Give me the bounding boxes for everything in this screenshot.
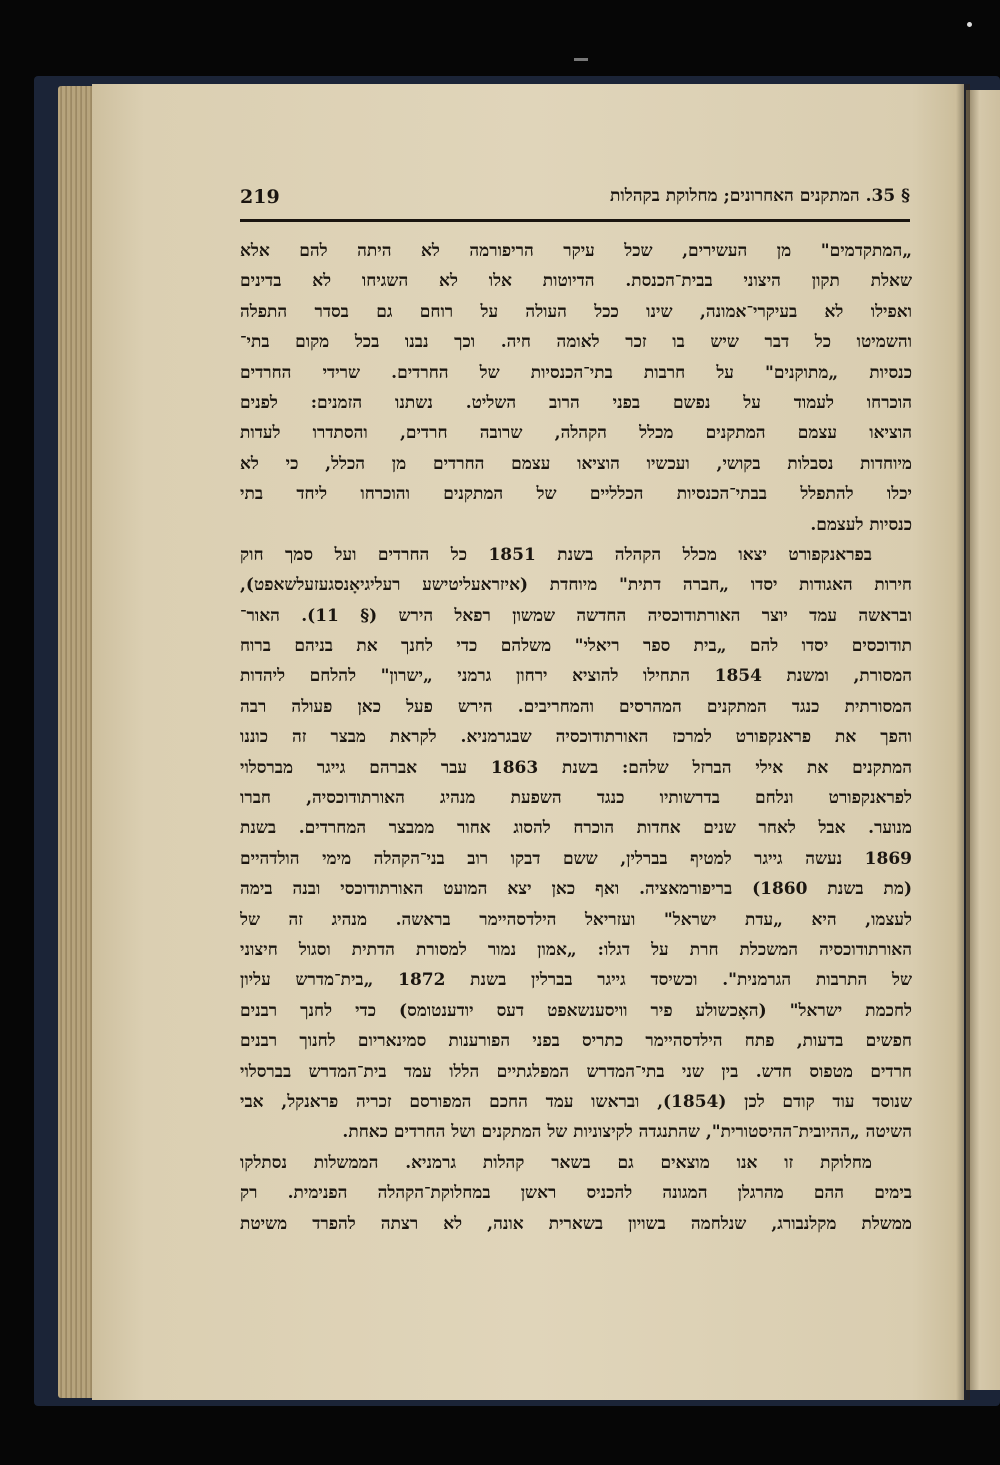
scan-mark: [574, 58, 588, 61]
text-line: ואפילו לא בעיקרי־אמונה, שינו ככל העולה על רוחם גם בסדר התפלה: [240, 301, 912, 322]
text-line: שנוסד עוד קודם לכן (1854), ובראשו עמד החכם המפורסם זכריה פראנקל, אבי: [240, 1091, 912, 1112]
text-line: שאלת תקון היצוני בבית־הכנסת. הדיוטות אלו לא השגיחו לא בדינים: [240, 271, 912, 292]
text-line: והשמיטו כל דבר שיש בו זכר לאומה חיה. וכך נבנו בכל מקום בתי־: [240, 332, 912, 353]
body-text: [240, 236, 912, 1239]
gutter-shadow: [956, 84, 970, 1400]
text-line: של התרבות הגרמנית". וכשיסד גייגר בברלין בשנת 1872 „בית־מדרש עליון: [240, 970, 912, 991]
page-number: 219: [240, 186, 280, 208]
facing-page-edge: [966, 90, 1000, 1390]
text-line: יכלו להתפלל בבתי־הכנסיות הכלליים של המתקנים והוכרחו ליחד בתי: [240, 484, 912, 505]
header-rule: [240, 219, 910, 222]
text-line: ובראשה עמד יוצר האורתודוכסיה החדשה שמשון רפאל הירש (§ 11). האור־: [240, 605, 912, 626]
text-line: מיוחדות נסבלות בקושי, ועכשיו הוציאו עצמם החרדים מן הכלל, כי לא: [240, 453, 912, 474]
text-line: חירות האגודות יסדו „חברה דתית" מיוחדת (איזראעליטישע רעליגיאָנסגעזעלשאפט),: [240, 575, 912, 596]
text-line: לחכמת ישראל" (האָכשולע פיר וויסענשאפט דעס יודענטומס) כדי לחנך רבנים: [240, 1000, 912, 1021]
text-line: האורתודוכסיה המשכלת חרת על דגלו: „אמון נמור למסורת הדתית וסגול חיצוני: [240, 939, 912, 960]
text-line: השיטה „ההיובית־ההיסטורית", שהתנגדה לקיצוניות של המתקנים ושל החרדים כאחת.: [342, 1122, 912, 1143]
text-line: הוכרחו לעמוד על נפשם בפני הרוב השליט. נשתנו הזמנים: לפנים: [240, 392, 912, 413]
text-line: בפראנקפורט יצאו מכלל הקהלה בשנת 1851 כל החרדים ועל סמך חוק: [240, 544, 872, 565]
text-line: והפך את פראנקפורט למרכז האורתודוכסיה שבגרמניא. לקראת מבצר זה כוננו: [240, 727, 912, 748]
text-line: ממשלת מקלנבורג, שנלחמה בשויון בשארית אונה, לא רצתה להפרד משיטת: [240, 1213, 912, 1234]
text-line: 1869 נעשה גייגר למטיף בברלין, ששם דבקו רוב בני־הקהלה מימי הולדהיים: [240, 848, 912, 869]
text-line: כנסיות „מתוקנים" על חרבות בתי־הכנסיות של החרדים. שרידי החרדים: [240, 362, 912, 383]
text-line: „המתקדמים" מן העשירים, שכל עיקר הריפורמה לא היתה להם אלא: [240, 241, 912, 261]
text-line: לעצמו, היא „עדת ישראל" ועזריאל הילדסהיימר בראשה. מנהיג זה של: [240, 909, 912, 930]
text-line: חרדים מטפוס חדש. בין שני בתי־המדרש המפלגתיים הללו עמד בית־המדרש בברסלוי: [240, 1061, 912, 1082]
page-header: [240, 186, 910, 216]
text-line: הוציאו עצמם המתקנים מכלל הקהלה, שרובה חרדים, והסתדרו לעדות: [240, 423, 912, 444]
text-line: מחלוקת זו אנו מוצאים גם בשאר קהלות גרמניא. הממשלות נסתלקו: [240, 1152, 872, 1173]
text-line: תודוכסים יסדו להם „בית ספר ריאלי" משלהם כדי לחנך את בניהם ברוח: [240, 636, 912, 657]
scan-dot: [967, 22, 972, 27]
text-line: חפשים בדעות, פתח הילדסהיימר כתריס בפני הפורענות סמינאריום לחנוך רבנים: [240, 1031, 912, 1052]
text-line: המסורתית כנגד המתקנים המהרסים והמחריבים. הירש פעל כאן פעולה רבה: [240, 696, 912, 717]
text-line: המתקנים את אילי הברזל שלהם: בשנת 1863 עבר אברהם גייגר מברסלוי: [240, 757, 912, 778]
text-line: המסורת, ומשנת 1854 התחילו להוציא ירחון גרמני „ישרון" להלחם ליהדות: [240, 666, 912, 687]
text-line: (מת בשנת 1860) בריפורמאציה. ואף כאן יצא המועט האורתודוכסי ובנה בימה: [240, 879, 912, 900]
running-head: § 35. המתקנים האחרונים; מחלוקת בקהלות: [610, 186, 910, 206]
text-line: כנסיות לעצמם.: [810, 514, 912, 535]
text-line: לפראנקפורט ונלחם בדרשותיו כנגד השפעת מנהיג האורתודוכסיה, חברו: [240, 788, 912, 809]
text-line: מנוער. אבל לאחר שנים אחדות הוכרח להסוג אחור ממבצר המחרדים. בשנת: [240, 818, 912, 839]
text-line: בימים ההם מהרגלן המגונה להכניס ראשן במחלוקת־הקהלה הפנימית. רק: [240, 1183, 912, 1204]
